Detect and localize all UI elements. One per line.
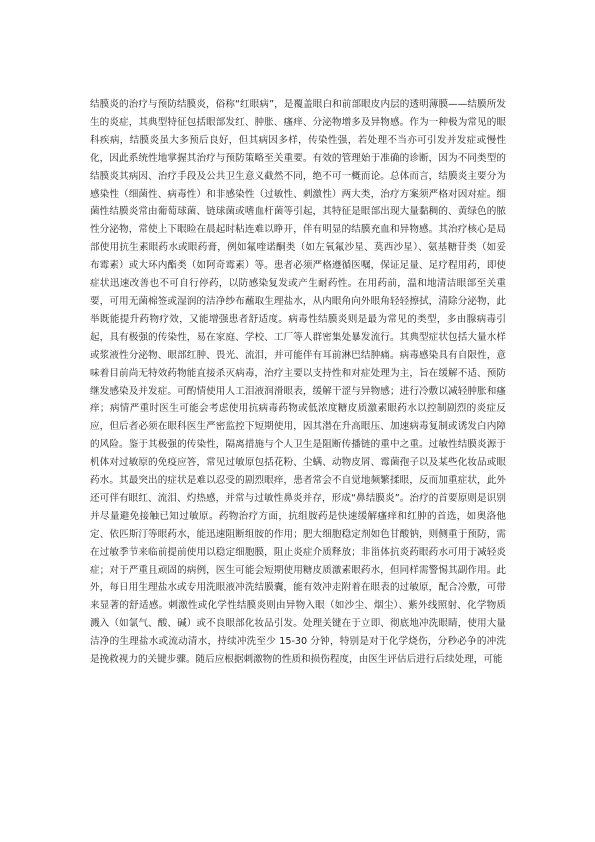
body-paragraph: 结膜炎的治疗与预防结膜炎，俗称“红眼病”，是覆盖眼白和前部眼皮内层的透明薄膜——结膜所发生的炎症，其典型特征包括眼部发红、肿胀、瘙痒、分泌物增多及异物感。作为一种极为常见的眼科疾病，结膜炎虽大多预后良好，但其病因多样，传染性强，若处理不当亦可引发并发症或慢性化，因此系统性地掌握其治疗与预防策略至关重要。有效的管理始于准确的诊断，因为不同类型的结膜炎其病因、治疗手段及公共卫生意义截然不同，绝不可一概而论。总体而言，结膜炎主要分为感染性（细菌性、病毒性）和非感染性（过敏性、刺激性）两大类，治疗方案须严格对因对症。细菌性结膜炎常由葡萄球菌、链球菌或嗜血杆菌等引起，其特征是眼部出现大量黏稠的、黄绿色的脓性分泌物，常使上下眼睑在晨起时粘连难以睁开，伴有明显的结膜充血和异物感。其治疗核心是局部使用抗生素眼药水或眼药膏，例如氟喹诺酮类（如左氧氟沙星、莫西沙星）、氨基糖苷类（如妥布霉素）或大环内酯类（如阿奇霉素）等。患者必须严格遵循医嘱，保证足量、足疗程用药，即使症状迅速改善也不可自行停药，以防感染复发或产生耐药性。在用药前，温和地清洁眼部至关重要，可用无菌棉签或湿润的洁净纱布蘸取生理盐水，从内眼角向外眼角轻轻擦拭，清除分泌物，此举既能提升药物疗效，又能增强患者舒适度。病毒性结膜炎则是最为常见的类型，多由腺病毒引起，具有极强的传染性，易在家庭、学校、工厂等人群密集处暴发流行。其典型症状包括大量水样或浆液性分泌物、眼部红肿、畏光、流泪，并可能伴有耳前淋巴结肿痛。病毒感染具有自限性，意味着目前尚无特效药物能直接杀灭病毒，治疗主要以支持性和对症处理为主，旨在缓解不适、预防继发感染及并发症。可酌情使用人工泪液润滑眼表，缓解干涩与异物感；进行冷敷以减轻肿胀和瘙痒；病情严重时医生可能会考虑使用抗病毒药物或低浓度糖皮质激素眼药水以控制剧烈的炎症反应，但后者必须在眼科医生严密监控下短期使用，因其潜在升高眼压、加速病毒复制或诱发白内障的风险。鉴于其极强的传染性，隔离措施与个人卫生是阻断传播链的重中之重。过敏性结膜炎源于机体对过敏原的免疫应答，常见过敏原包括花粉、尘螨、动物皮屑、霉菌孢子以及某些化妆品或眼药水。其最突出的症状是难以忍受的剧烈眼痒，患者常会不自觉地频繁揉眼，反而加重症状，此外还可伴有眼红、流泪、灼热感，并常与过敏性鼻炎并存，形成“鼻结膜炎”。治疗的首要原则是识别并尽量避免接触已知过敏原。药物治疗方面，抗组胺药是快速缓解瘙痒和红肿的首选，如奥洛他定、依匹斯汀等眼药水，能迅速阻断组胺的作用；肥大细胞稳定剂如色甘酸钠，则侧重于预防，需在过敏季节来临前提前使用以稳定细胞膜，阻止炎症介质释放；非甾体抗炎药眼药水可用于减轻炎症；对于严重且顽固的病例，医生可能会短期使用糖皮质激素眼药水，但同样需警惕其副作用。此外，每日用生理盐水或专用洗眼液冲洗结膜囊，能有效冲走附着在眼表的过敏原，配合冷敷，可带来显著的舒适感。刺激性或化学性结膜炎则由异物入眼（如沙尘、烟尘）、紫外线照射、化学物质溅入（如氯气、酸、碱）或不良眼部化妆品引发。处理关键在于立即、彻底地冲洗眼睛，使用大量洁净的生理盐水或流动清水，持续冲洗至少 15-30 分钟，特别是对于化学烧伤，分秒必争的冲洗是挽救视力的关键步骤。随后应根据刺激物的性质和损伤程度，由医生评估后进行后续处理，可能 — [90, 99, 506, 666]
